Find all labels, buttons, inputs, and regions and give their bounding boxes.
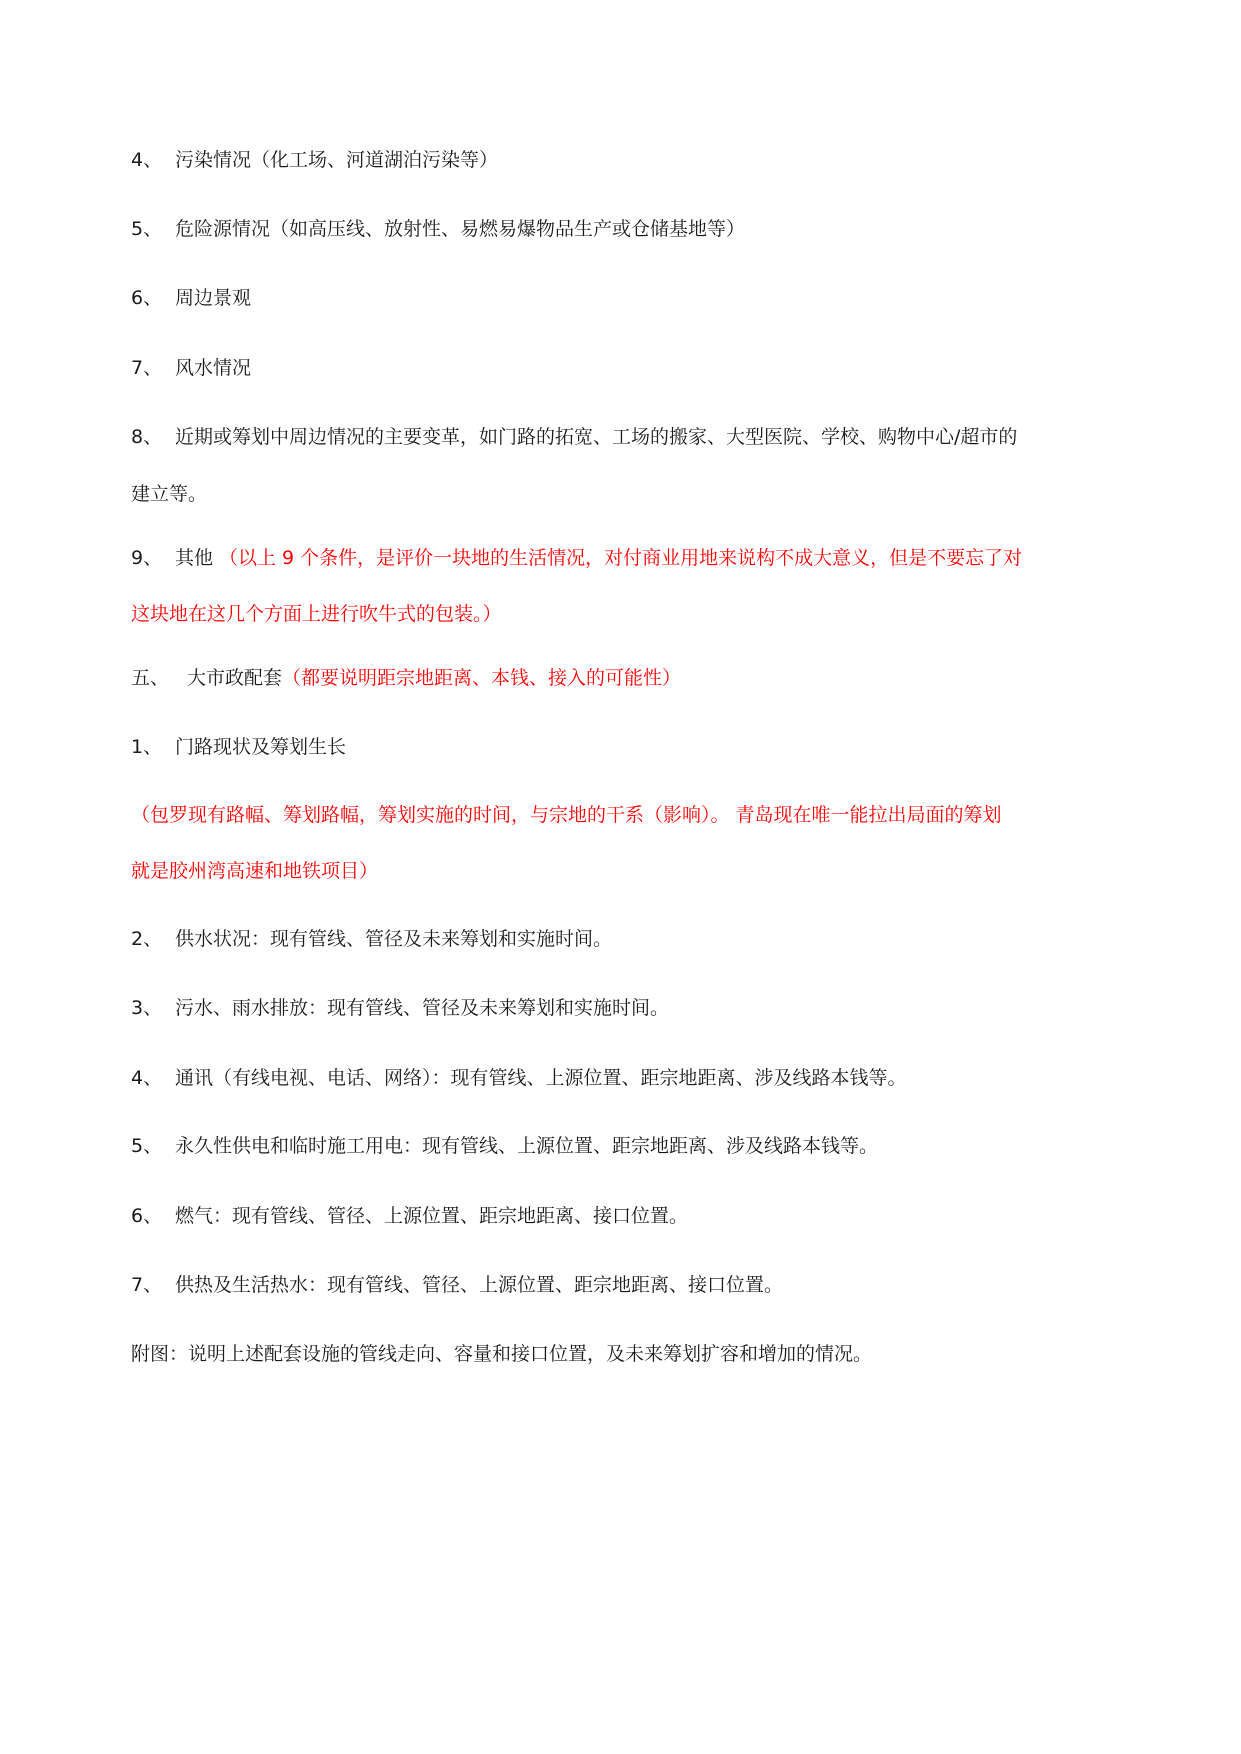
item-text: 燃气：现有管线、管径、上源位置、距宗地距离、接口位置。 (175, 1205, 689, 1227)
sub-item-3 (131, 994, 1145, 1022)
item-text: 供热及生活热水：现有管线、管径、上源位置、距宗地距离、接口位置。 (175, 1274, 784, 1296)
list-item-9 (131, 544, 1145, 572)
list-item-7 (131, 354, 1145, 382)
item-number: 9、 (131, 547, 163, 569)
item-number: 6、 (131, 1205, 163, 1227)
list-item-9-note-continuation (131, 600, 1145, 628)
item-text: 污染情况（化工场、河道湖泊污染等） (175, 149, 499, 171)
red-note-continuation: 就是胶州湾高速和地铁项目） (131, 860, 379, 882)
list-item-5 (131, 215, 1145, 243)
item-number: 8、 (131, 426, 163, 448)
section-title: 大市政配套 (187, 667, 283, 689)
item-text: 污水、雨水排放：现有管线、管径及未来筹划和实施时间。 (175, 997, 670, 1019)
sub-item-5 (131, 1132, 1145, 1160)
item-number: 4、 (131, 149, 163, 171)
item-number: 6、 (131, 287, 163, 309)
appendix-text: 附图：说明上述配套设施的管线走向、容量和接口位置，及未来筹划扩容和增加的情况。 (131, 1343, 873, 1365)
red-note: （以上 9 个条件，是评价一块地的生活情况，对付商业用地来说构不成大意义，但是不要忘了对 (219, 547, 1023, 569)
sub-item-2 (131, 925, 1145, 953)
list-item-8-continuation (131, 480, 1145, 508)
red-note-continuation: 这块地在这几个方面上进行吹牛式的包装。） (131, 603, 502, 625)
item-number: 7、 (131, 357, 163, 379)
item-number: 2、 (131, 928, 163, 950)
list-item-4 (131, 146, 1145, 174)
sub-item-1-note (131, 801, 1145, 829)
item-text: 通讯（有线电视、电话、网络）：现有管线、上源位置、距宗地距离、涉及线路本钱等。 (175, 1067, 907, 1089)
red-note: （包罗现有路幅、筹划路幅，筹划实施的时间，与宗地的干系（影响）。 青岛现在唯一能拉出局面的筹划 (131, 804, 1002, 826)
list-item-6 (131, 284, 1145, 312)
item-text: 危险源情况（如高压线、放射性、易燃易爆物品生产或仓储基地等） (175, 218, 746, 240)
item-number: 4、 (131, 1067, 163, 1089)
sub-item-6 (131, 1202, 1145, 1230)
item-number: 1、 (131, 736, 163, 758)
sub-item-1-note-continuation (131, 857, 1145, 885)
sub-item-1 (131, 733, 1145, 761)
item-text-continuation: 建立等。 (131, 483, 208, 505)
item-number: 3、 (131, 997, 163, 1019)
list-item-8 (131, 423, 1145, 451)
item-text: 风水情况 (175, 357, 252, 379)
item-text: 永久性供电和临时施工用电：现有管线、上源位置、距宗地距离、涉及线路本钱等。 (175, 1135, 879, 1157)
item-text: 近期或筹划中周边情况的主要变革，如门路的拓宽、工场的搬家、大型医院、学校、购物中心/超市的 (175, 426, 1018, 448)
item-text: 供水状况：现有管线、管径及未来筹划和实施时间。 (175, 928, 613, 950)
item-text: 其他 (175, 547, 214, 569)
section-note: （都要说明距宗地距离、本钱、接入的可能性） (282, 667, 682, 689)
section-heading-5 (131, 664, 1145, 692)
section-number: 五、 (131, 667, 170, 689)
sub-item-7 (131, 1271, 1145, 1299)
item-text: 门路现状及筹划生长 (175, 736, 347, 758)
item-number: 7、 (131, 1274, 163, 1296)
item-text: 周边景观 (175, 287, 252, 309)
item-number: 5、 (131, 1135, 163, 1157)
item-number: 5、 (131, 218, 163, 240)
sub-item-4 (131, 1064, 1145, 1092)
appendix-note (131, 1340, 1145, 1368)
